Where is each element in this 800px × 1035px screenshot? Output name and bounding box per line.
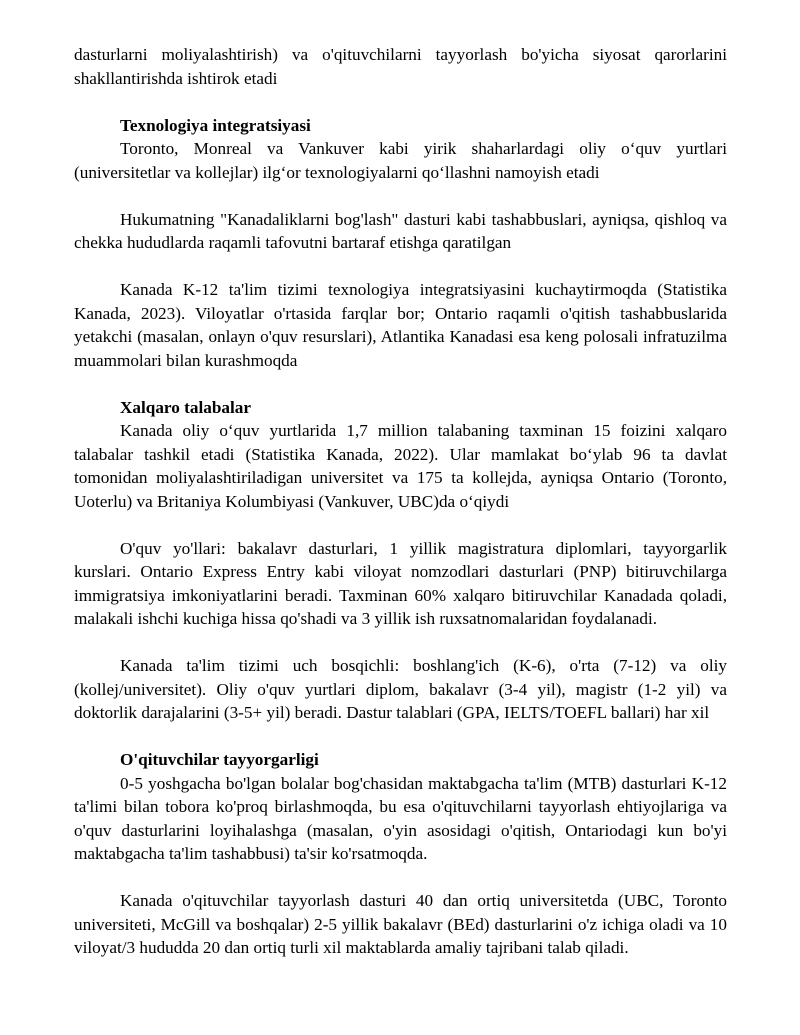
paragraph-teacher-programs: Kanada o'qituvchilar tayyorlash dasturi 40 dan ortiq universitetda (UBC, Toronto universiteti, McGill va boshqalar) 2-5 yillik bakalavr (BEd) dasturlarini o'z ichiga oladi va 10 viloyat/3 hududda 20 dan ortiq turli xil maktablarda amaliy tajribani talab qiladi. — [74, 891, 727, 957]
paragraph-tech-k12: Kanada K-12 ta'lim tizimi texnologiya integratsiyasini kuchaytirmoqda (Statistika Kanada, 2023). Viloyatlar o'rtasida farqlar bor; Ontario raqamli o'qitish tashabbuslarida yetakchi (masalan, onlayn o'quv resurslari), Atlantika Kanadasi esa keng polosali infratuzilma muammolari bilan kurashmoqda — [74, 280, 727, 370]
section-heading-international-students: Xalqaro talabalar — [120, 397, 251, 417]
section-heading-technology: Texnologiya integratsiyasi — [120, 115, 311, 135]
paragraph-students-share: Kanada oliy o‘quv yurtlarida 1,7 million talabaning taxminan 15 foizini xalqaro talabalar tashkil etadi (Statistika Kanada, 2022). Ular mamlakat bo‘ylab 96 ta davlat tomonidan moliyalashtiriladigan universitet va 175 ta kollejda, ayniqsa Ontario (Toronto, Uoterlu) va Britaniya Kolumbiyasi (Vankuver, UBC)da o‘qiydi — [74, 421, 727, 511]
paragraph-early-education: 0-5 yoshgacha bo'lgan bolalar bog'chasidan maktabgacha ta'lim (MTB) dasturlari K-12 ta'limi bilan tobora ko'proq birlashmoqda, bu esa o'qituvchilarni tayyorlash ehtiyojlariga va o'quv dasturlarini loyihalashga (masalan, o'yin asosidagi o'qitish, Ontariodagi kun bo'yi maktabgacha ta'lim tashabbusi) ta'sir ko'rsatmoqda. — [74, 773, 727, 863]
section-heading-teacher-training: O'qituvchilar tayyorgarligi — [120, 750, 319, 769]
paragraph-tech-government: Hukumatning "Kanadaliklarni bog'lash" dasturi kabi tashabbuslari, ayniqsa, qishloq va chekka hududlarda raqamli tafovutni bartaraf etishga qaratilgan — [74, 209, 727, 252]
paragraph-students-pathways: O'quv yo'llari: bakalavr dasturlari, 1 yillik magistratura diplomlari, tayyorgarlik kurslari. Ontario Express Entry kabi viloyat nomzodlari dasturlari (PNP) bitiruvchilarga immigratsiya imkoniyatlarini beradi. Taxminan 60% xalqaro bitiruvchilar Kanadada qoladi, malakali ishchi kuchiga hissa qo'shadi va 3 yillik ish ruxsatnomalaridan foydalanadi. — [74, 538, 727, 628]
paragraph-continuation: dasturlarni moliyalashtirish) va o'qituvchilarni tayyorlash bo'yicha siyosat qarorlarini shakllantirishda ishtirok etadi — [74, 45, 727, 88]
paragraph-tech-cities: Toronto, Monreal va Vankuver kabi yirik shaharlardagi oliy o‘quv yurtlari (universitetlar va kollejlar) ilg‘or texnologiyalarni qo‘llashni namoyish etadi — [74, 139, 727, 182]
paragraph-education-system: Kanada ta'lim tizimi uch bosqichli: boshlang'ich (K-6), o'rta (7-12) va oliy (kollej/universitet). Oliy o'quv yurtlari diplom, bakalavr (3-4 yil), magistr (1-2 yil) va doktorlik darajalarini (3-5+ yil) beradi. Dastur talablari (GPA, IELTS/TOEFL ballari) har xil — [74, 656, 727, 722]
